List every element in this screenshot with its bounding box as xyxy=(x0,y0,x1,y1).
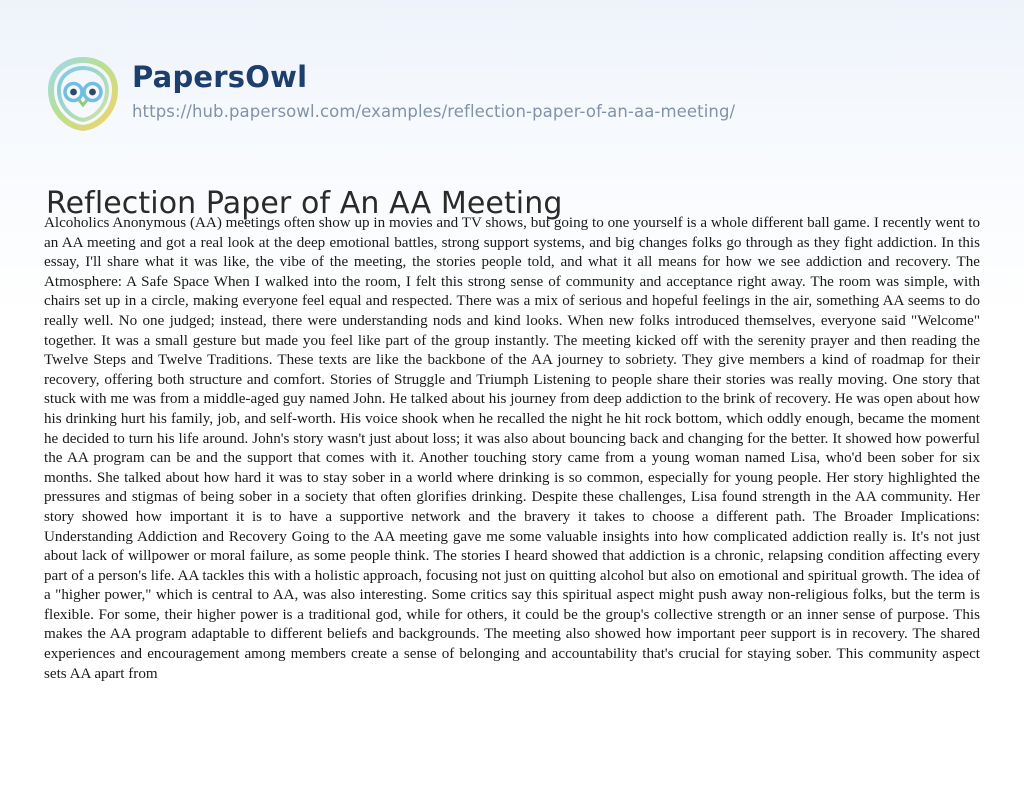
essay-body: Alcoholics Anonymous (AA) meetings often show up in movies and TV shows, but going to one yourself is a whole different ball game. I recently went to an AA meeting and got a real look at the deep emotional battles, strong support systems, and big changes folks go through as they fight addiction. In this essay, I'll share what it was like, the vibe of the meeting, the stories people told, and what it all means for how we see addiction and recovery. The Atmosphere: A Safe Space When I walked into the room, I felt this strong sense of community and acceptance right away. The room was simple, with chairs set up in a circle, making everyone feel equal and respected. There was a mix of serious and hopeful feelings in the air, something AA seems to do really well. No one judged; instead, there were understanding nods and kind looks. When new folks introduced themselves, everyone said "Welcome" together. It was a small gesture but made you feel like part of the group instantly. The meeting kicked off with the serenity prayer and then reading the Twelve Steps and Twelve Traditions. These texts are like the backbone of the AA journey to sobriety. They give members a kind of roadmap for their recovery, offering both structure and comfort. Stories of Struggle and Triumph Listening to people share their stories was really moving. One story that stuck with me was from a middle-aged guy named John. He talked about his journey from deep addiction to the brink of recovery. He was open about how his drinking hurt his family, job, and self-worth. His voice shook when he recalled the night he hit rock bottom, which oddly enough, became the moment he decided to turn his life around. John's story wasn't just about loss; it was also about bouncing back and changing for the better. It showed how powerful the AA program can be and the support that comes with it. Another touching story came from a young woman named Lisa, who'd been sober for six months. She talked about how hard it was to stay sober in a world where drinking is so common, especially for young people. Her story highlighted the pressures and stigmas of being sober in a society that often glorifies drinking. Despite these challenges, Lisa found strength in the AA community. Her story showed how important it is to have a supportive network and the bravery it takes to choose a different path. The Broader Implications: Understanding Addiction and Recovery Going to the AA meeting gave me some valuable insights into how complicated addiction really is. It's not just about lack of willpower or moral failure, as some people think. The stories I heard showed that addiction is a chronic, relapsing condition affecting every part of a person's life. AA tackles this with a holistic approach, focusing not just on quitting alcohol but also on emotional and spiritual growth. The idea of a "higher power," which is central to AA, was also interesting. Some critics say this spiritual aspect might push away non-religious folks, but the term is flexible. For some, their higher power is a traditional god, while for others, it could be the group's collective strength or an inner sense of purpose. This makes the AA program adaptable to different beliefs and backgrounds. The meeting also showed how important peer support is in recovery. The shared experiences and encouragement among members create a sense of belonging and accountability that's crucial for staying sober. This community aspect sets AA apart from xyxy=(44,215,980,682)
owl-logo-icon xyxy=(46,56,120,132)
brand-name: PapersOwl xyxy=(132,60,308,94)
source-url[interactable]: https://hub.papersowl.com/examples/reflection-paper-of-an-aa-meeting/ xyxy=(132,101,736,121)
page-title: Reflection Paper of An AA Meeting xyxy=(46,186,563,222)
document-header xyxy=(46,52,735,132)
brand-block xyxy=(132,52,735,121)
